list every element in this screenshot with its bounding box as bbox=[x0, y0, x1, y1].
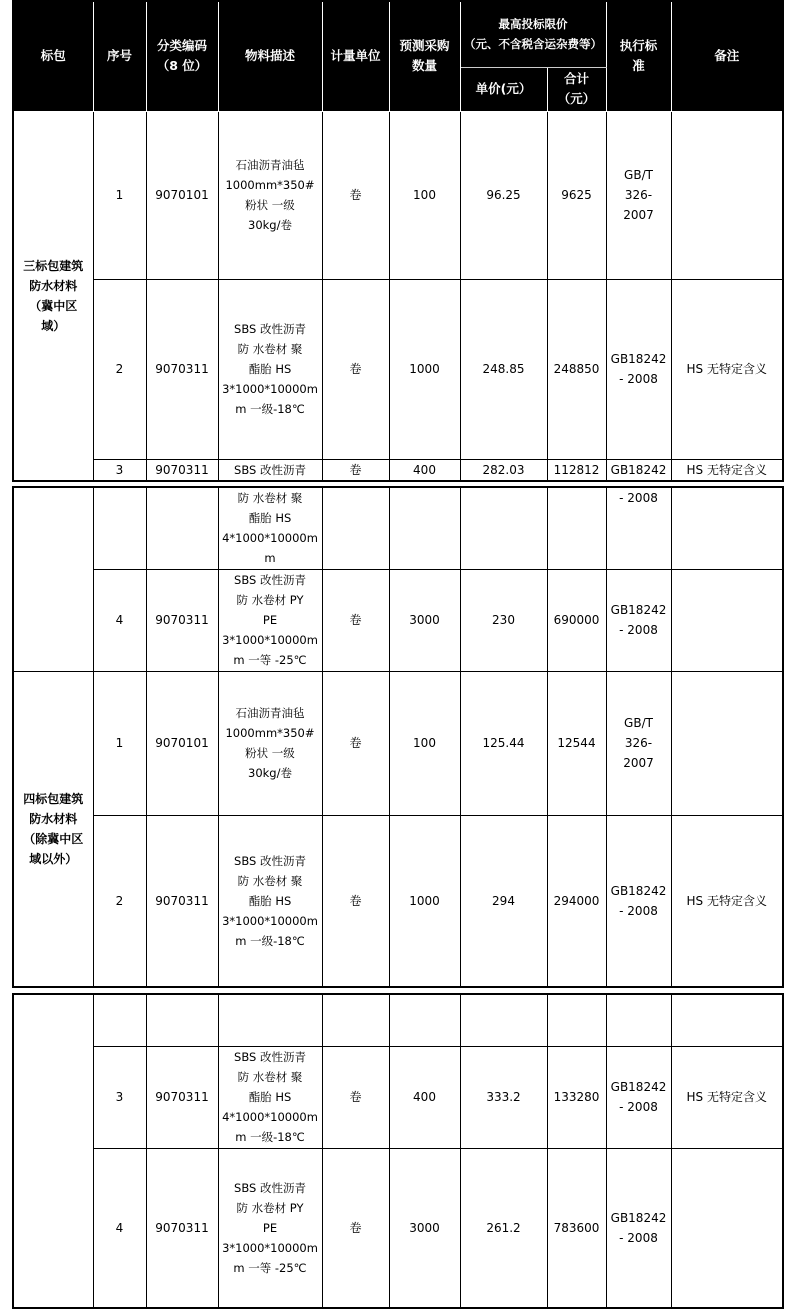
price-cell: 230 bbox=[460, 569, 547, 671]
standard-cell: GB18242 - 2008 bbox=[606, 1046, 671, 1148]
code-cell: 9070311 bbox=[146, 459, 218, 481]
unit-cell bbox=[322, 487, 389, 569]
bid-table-part-3 bbox=[12, 993, 784, 1309]
seq-cell: 1 bbox=[93, 111, 146, 279]
table-row bbox=[13, 487, 783, 569]
standard-cell: GB18242 - 2008 bbox=[606, 815, 671, 987]
table-row bbox=[13, 459, 783, 481]
unit-cell: 卷 bbox=[322, 1148, 389, 1308]
table-row bbox=[13, 569, 783, 671]
unit-cell: 卷 bbox=[322, 671, 389, 815]
code-cell: 9070101 bbox=[146, 111, 218, 279]
seq-cell: 2 bbox=[93, 815, 146, 987]
qty-cell: 1000 bbox=[389, 279, 460, 459]
code-cell: 9070311 bbox=[146, 279, 218, 459]
header-qty: 预测采购 数量 bbox=[389, 1, 460, 111]
price-cell bbox=[460, 994, 547, 1046]
qty-cell bbox=[389, 487, 460, 569]
total-cell: 12544 bbox=[547, 671, 606, 815]
remark-cell: HS 无特定含义 bbox=[671, 815, 783, 987]
total-cell: 690000 bbox=[547, 569, 606, 671]
desc-cell: SBS 改性沥青 防 水卷材 PY PE 3*1000*10000m m 一等 -25℃ bbox=[218, 569, 322, 671]
standard-cell bbox=[606, 994, 671, 1046]
total-cell: 248850 bbox=[547, 279, 606, 459]
table-row bbox=[13, 815, 783, 987]
seq-cell: 4 bbox=[93, 1148, 146, 1308]
seq-cell bbox=[93, 994, 146, 1046]
desc-cell: 防 水卷材 聚 酯胎 HS 4*1000*10000m m bbox=[218, 487, 322, 569]
qty-cell: 3000 bbox=[389, 1148, 460, 1308]
price-cell: 294 bbox=[460, 815, 547, 987]
remark-cell bbox=[671, 994, 783, 1046]
remark-cell bbox=[671, 1148, 783, 1308]
qty-cell: 100 bbox=[389, 671, 460, 815]
seq-cell bbox=[93, 487, 146, 569]
table-row bbox=[13, 279, 783, 459]
total-cell: 112812 bbox=[547, 459, 606, 481]
standard-cell: GB18242 - 2008 bbox=[606, 1148, 671, 1308]
total-cell: 133280 bbox=[547, 1046, 606, 1148]
seq-cell: 1 bbox=[93, 671, 146, 815]
header-unit: 计量单位 bbox=[322, 1, 389, 111]
remark-cell bbox=[671, 111, 783, 279]
total-cell bbox=[547, 487, 606, 569]
total-cell: 9625 bbox=[547, 111, 606, 279]
total-cell: 783600 bbox=[547, 1148, 606, 1308]
unit-cell: 卷 bbox=[322, 569, 389, 671]
qty-cell: 1000 bbox=[389, 815, 460, 987]
table-row bbox=[13, 671, 783, 815]
seq-cell: 4 bbox=[93, 569, 146, 671]
header-package: 标包 bbox=[13, 1, 93, 111]
remark-cell: HS 无特定含义 bbox=[671, 279, 783, 459]
bid-table-part-1 bbox=[12, 0, 784, 482]
header-unit-price: 单价(元） bbox=[460, 67, 547, 111]
header-total: 合计 （元） bbox=[547, 67, 606, 111]
package-cell bbox=[13, 994, 93, 1308]
header-standard: 执行标 准 bbox=[606, 1, 671, 111]
unit-cell: 卷 bbox=[322, 1046, 389, 1148]
desc-cell: SBS 改性沥青 防 水卷材 聚 酯胎 HS 3*1000*10000m m 一级-18℃ bbox=[218, 279, 322, 459]
header-price-group: 最高投标限价 （元、不含税含运杂费等） bbox=[460, 1, 606, 67]
standard-cell: GB/T 326- 2007 bbox=[606, 111, 671, 279]
price-cell: 248.85 bbox=[460, 279, 547, 459]
package-cell bbox=[13, 487, 93, 671]
table-row bbox=[13, 1148, 783, 1308]
total-cell: 294000 bbox=[547, 815, 606, 987]
qty-cell bbox=[389, 994, 460, 1046]
code-cell bbox=[146, 994, 218, 1046]
unit-cell bbox=[322, 994, 389, 1046]
desc-cell: SBS 改性沥青 防 水卷材 聚 酯胎 HS 4*1000*10000m m 一级-18℃ bbox=[218, 1046, 322, 1148]
code-cell: 9070311 bbox=[146, 815, 218, 987]
standard-cell: GB18242 bbox=[606, 459, 671, 481]
unit-cell: 卷 bbox=[322, 279, 389, 459]
table-row bbox=[13, 111, 783, 279]
header-seq: 序号 bbox=[93, 1, 146, 111]
package-cell: 三标包建筑 防水材料 （冀中区 域） bbox=[13, 111, 93, 481]
desc-cell: 石油沥青油毡 1000mm*350# 粉状 一级 30kg/卷 bbox=[218, 671, 322, 815]
standard-cell: GB/T 326- 2007 bbox=[606, 671, 671, 815]
price-cell: 282.03 bbox=[460, 459, 547, 481]
package-cell: 四标包建筑 防水材料 （除冀中区 域以外） bbox=[13, 671, 93, 987]
price-cell bbox=[460, 487, 547, 569]
header-desc: 物料描述 bbox=[218, 1, 322, 111]
qty-cell: 400 bbox=[389, 459, 460, 481]
standard-cell: GB18242 - 2008 bbox=[606, 569, 671, 671]
code-cell: 9070311 bbox=[146, 1046, 218, 1148]
remark-cell bbox=[671, 487, 783, 569]
unit-cell: 卷 bbox=[322, 111, 389, 279]
seq-cell: 2 bbox=[93, 279, 146, 459]
code-cell: 9070101 bbox=[146, 671, 218, 815]
remark-cell bbox=[671, 671, 783, 815]
standard-cell: GB18242 - 2008 bbox=[606, 279, 671, 459]
header-remark: 备注 bbox=[671, 1, 783, 111]
qty-cell: 3000 bbox=[389, 569, 460, 671]
desc-cell bbox=[218, 994, 322, 1046]
table-row bbox=[13, 994, 783, 1046]
price-cell: 125.44 bbox=[460, 671, 547, 815]
total-cell bbox=[547, 994, 606, 1046]
price-cell: 96.25 bbox=[460, 111, 547, 279]
unit-cell: 卷 bbox=[322, 815, 389, 987]
standard-cell: - 2008 bbox=[606, 487, 671, 569]
desc-cell: SBS 改性沥青 防 水卷材 聚 酯胎 HS 3*1000*10000m m 一级-18℃ bbox=[218, 815, 322, 987]
price-cell: 333.2 bbox=[460, 1046, 547, 1148]
desc-cell: 石油沥青油毡 1000mm*350# 粉状 一级 30kg/卷 bbox=[218, 111, 322, 279]
seq-cell: 3 bbox=[93, 1046, 146, 1148]
qty-cell: 100 bbox=[389, 111, 460, 279]
price-cell: 261.2 bbox=[460, 1148, 547, 1308]
remark-cell bbox=[671, 569, 783, 671]
seq-cell: 3 bbox=[93, 459, 146, 481]
unit-cell: 卷 bbox=[322, 459, 389, 481]
bid-table-part-2 bbox=[12, 486, 784, 988]
desc-cell: SBS 改性沥青 防 水卷材 PY PE 3*1000*10000m m 一等 -25℃ bbox=[218, 1148, 322, 1308]
code-cell: 9070311 bbox=[146, 1148, 218, 1308]
qty-cell: 400 bbox=[389, 1046, 460, 1148]
desc-cell: SBS 改性沥青 bbox=[218, 459, 322, 481]
header-code: 分类编码 （8 位） bbox=[146, 1, 218, 111]
remark-cell: HS 无特定含义 bbox=[671, 1046, 783, 1148]
code-cell bbox=[146, 487, 218, 569]
code-cell: 9070311 bbox=[146, 569, 218, 671]
remark-cell: HS 无特定含义 bbox=[671, 459, 783, 481]
table-row bbox=[13, 1046, 783, 1148]
